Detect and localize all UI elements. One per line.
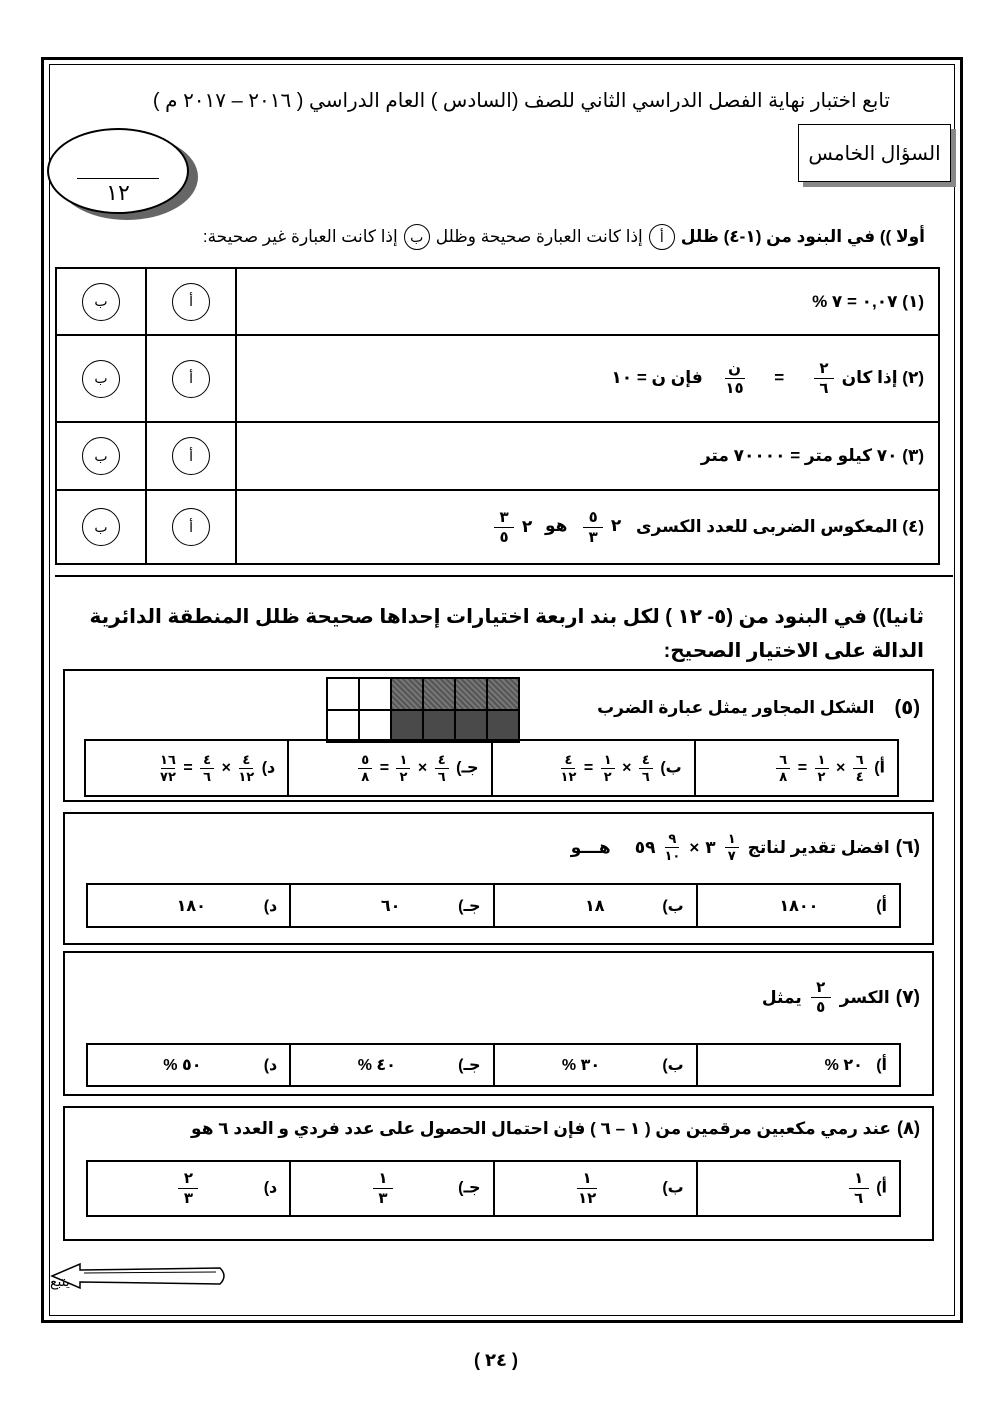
section-divider xyxy=(55,575,953,577)
q8-option-c[interactable]: جـ) $\frac{١}{٣}$ xyxy=(290,1161,493,1216)
tf-option-a-1[interactable]: أ xyxy=(172,283,210,321)
q6-number: (٦) xyxy=(895,837,920,858)
q7-option-b[interactable]: ب) ٣٠ % xyxy=(494,1044,697,1086)
page-number: ( ٢٤ ) xyxy=(474,1350,518,1370)
tf-option-a-3[interactable]: أ xyxy=(172,437,210,475)
tf-option-b-4[interactable]: ب xyxy=(82,508,120,546)
grid-cell xyxy=(359,678,391,710)
q7-options xyxy=(86,1043,901,1087)
part1-instruction xyxy=(100,224,925,250)
q6-option-b[interactable]: ب) ١٨ xyxy=(494,884,697,927)
tf-fraction-4a: $\frac{٥}{٣}$ xyxy=(583,509,603,546)
true-symbol-circle: أ xyxy=(649,224,675,250)
score-ellipse xyxy=(47,128,189,214)
grid-cell xyxy=(487,678,519,710)
grid-cell xyxy=(455,710,487,742)
tf-statement-1 xyxy=(236,268,939,335)
q7-option-c[interactable]: جـ) ٤٠ % xyxy=(290,1044,493,1086)
q5-option-a[interactable]: أ) $\frac{٦}{٤}$ × $\frac{١}{٢}$ = $\frac{٦}{٨}$ xyxy=(695,740,898,796)
q6-option-c[interactable]: جـ) ٦٠ xyxy=(290,884,493,927)
grid-cell xyxy=(359,710,391,742)
exam-title: تابع اختبار نهاية الفصل الدراسي الثاني للصف (السادس ) العام الدراسي ( ٢٠١٦ – ٢٠١٧ م ) xyxy=(152,90,890,112)
follow-arrow-icon xyxy=(50,1262,230,1292)
tf-num-4: (٤) xyxy=(902,516,924,536)
q8-text: عند رمي مكعبين مرقمين من ( ١ – ٦ ) فإن احتمال الحصول على عدد فردي و العدد ٦ هو xyxy=(191,1118,891,1138)
tf-option-b-2[interactable]: ب xyxy=(82,360,120,398)
false-symbol-circle: ب xyxy=(404,224,430,250)
tf-option-b-1[interactable]: ب xyxy=(82,283,120,321)
tf-text-4b: هو xyxy=(544,516,568,536)
q8-option-b[interactable]: ب) $\frac{١}{١٢}$ xyxy=(494,1161,697,1216)
q7-option-a[interactable]: أ) ٢٠ % xyxy=(697,1044,900,1086)
q6-times: × xyxy=(689,837,700,857)
q8-text-line xyxy=(191,1118,920,1139)
tf-num-2: (٢) xyxy=(902,367,924,387)
q7-option-d[interactable]: د) ٥٠ % xyxy=(87,1044,290,1086)
q5-area-model xyxy=(326,677,520,743)
q7-text-b: يمثل xyxy=(761,987,802,1007)
q7-text-a: الكسر xyxy=(839,987,890,1007)
tf-whole-4a: ٢ xyxy=(610,516,622,536)
tf-option-a-4[interactable]: أ xyxy=(172,508,210,546)
q5-option-c[interactable]: جـ) $\frac{٤}{٦}$ × $\frac{١}{٢}$ = $\frac{٥}{٨}$ xyxy=(288,740,491,796)
tf-text-2b: فإن ن = ١٠ xyxy=(611,367,703,387)
part1-instruction-middle: إذا كانت العبارة صحيحة وظلل xyxy=(435,227,643,246)
score-line xyxy=(77,178,159,179)
tf-row-2 xyxy=(56,335,939,422)
grid-cell xyxy=(487,710,519,742)
q7-fraction: $\frac{٢}{٥}$ xyxy=(811,979,831,1016)
grid-cell xyxy=(391,710,423,742)
grid-cell xyxy=(423,710,455,742)
part2-instruction: ثانيا)) في البنود من (٥- ١٢ ) لكل بند اربعة اختيارات إحداها صحيحة ظلل المنطقة الدائرية الدالة على الاختيار الصحيح: xyxy=(89,606,924,662)
q8-options xyxy=(86,1160,901,1217)
tf-statement-4 xyxy=(236,490,939,564)
q6-options xyxy=(86,883,901,928)
tf-option-a-2[interactable]: أ xyxy=(172,360,210,398)
q5-text: الشكل المجاور يمثل عبارة الضرب xyxy=(597,697,875,717)
grid-cell xyxy=(455,678,487,710)
q8-option-a[interactable]: أ) $\frac{١}{٦}$ xyxy=(697,1161,900,1216)
q6-text-a: افضل تقدير لناتج xyxy=(747,837,890,857)
true-false-table xyxy=(55,267,940,565)
tf-text-4a: المعكوس الضربى للعدد الكسرى xyxy=(636,516,898,536)
q8-number: (٨) xyxy=(897,1118,920,1138)
tf-text-2a: إذا كان xyxy=(841,367,898,387)
q6-whole-1: ٣ xyxy=(705,837,716,857)
grid-cell xyxy=(327,678,359,710)
tf-equals-2: = xyxy=(774,367,785,387)
q5-text-line xyxy=(597,695,920,720)
tf-statement-2 xyxy=(236,335,939,422)
tf-fraction-4b: $\frac{٣}{٥}$ xyxy=(494,509,514,546)
q6-fraction-1: $\frac{١}{٧}$ xyxy=(725,832,739,863)
q7-text-line xyxy=(762,979,920,1016)
tf-fraction-2b: $\frac{\text{ن}}{١٥}$ xyxy=(725,360,744,397)
tf-whole-4b: ٢ xyxy=(521,516,533,536)
q5-option-b[interactable]: ب) $\frac{٤}{٦}$ × $\frac{١}{٢}$ = $\frac{٤}{١٢}$ xyxy=(492,740,695,796)
q6-whole-2: ٥٩ xyxy=(634,837,656,857)
q5-options xyxy=(84,739,899,797)
tf-text-1: ٠,٠٧ = ٧ % xyxy=(812,291,898,311)
tf-text-3: ٧٠ كيلو متر = ٧٠٠٠٠ متر xyxy=(700,446,898,465)
grid-cell xyxy=(391,678,423,710)
q6-text-b: هـــو xyxy=(570,837,611,857)
q6-fraction-2: $\frac{٩}{١٠}$ xyxy=(664,831,681,863)
part1-instruction-prefix: أولا )) في البنود من (١-٤) ظلل xyxy=(680,227,925,246)
question-label: السؤال الخامس xyxy=(808,142,941,165)
part1-instruction-suffix: إذا كانت العبارة غير صحيحة: xyxy=(202,227,398,246)
grid-cell xyxy=(423,678,455,710)
tf-statement-3 xyxy=(236,422,939,490)
grid-cell xyxy=(327,710,359,742)
q5-option-d[interactable]: د) $\frac{٤}{١٢}$ × $\frac{٤}{٦}$ = $\frac{١٦}{٧٢}$ xyxy=(85,740,288,796)
tf-row-1 xyxy=(56,268,939,335)
q6-option-d[interactable]: د) ١٨٠ xyxy=(87,884,290,927)
tf-row-3 xyxy=(56,422,939,490)
tf-option-b-3[interactable]: ب xyxy=(82,437,120,475)
tf-fraction-2a: $\frac{٢}{٦}$ xyxy=(814,360,834,397)
tf-num-3: (٣) xyxy=(902,446,924,465)
q6-option-a[interactable]: أ) ١٨٠٠ xyxy=(697,884,900,927)
score-value: ١٢ xyxy=(106,180,130,205)
q5-number: (٥) xyxy=(894,697,920,719)
q8-option-d[interactable]: د) $\frac{٢}{٣}$ xyxy=(87,1161,290,1216)
q7-number: (٧) xyxy=(895,987,920,1008)
follow-label: يتبع xyxy=(50,1273,70,1289)
q6-text-line xyxy=(571,832,920,863)
question-label-box xyxy=(798,124,951,182)
tf-num-1: (١) xyxy=(902,291,924,311)
tf-row-4 xyxy=(56,490,939,564)
